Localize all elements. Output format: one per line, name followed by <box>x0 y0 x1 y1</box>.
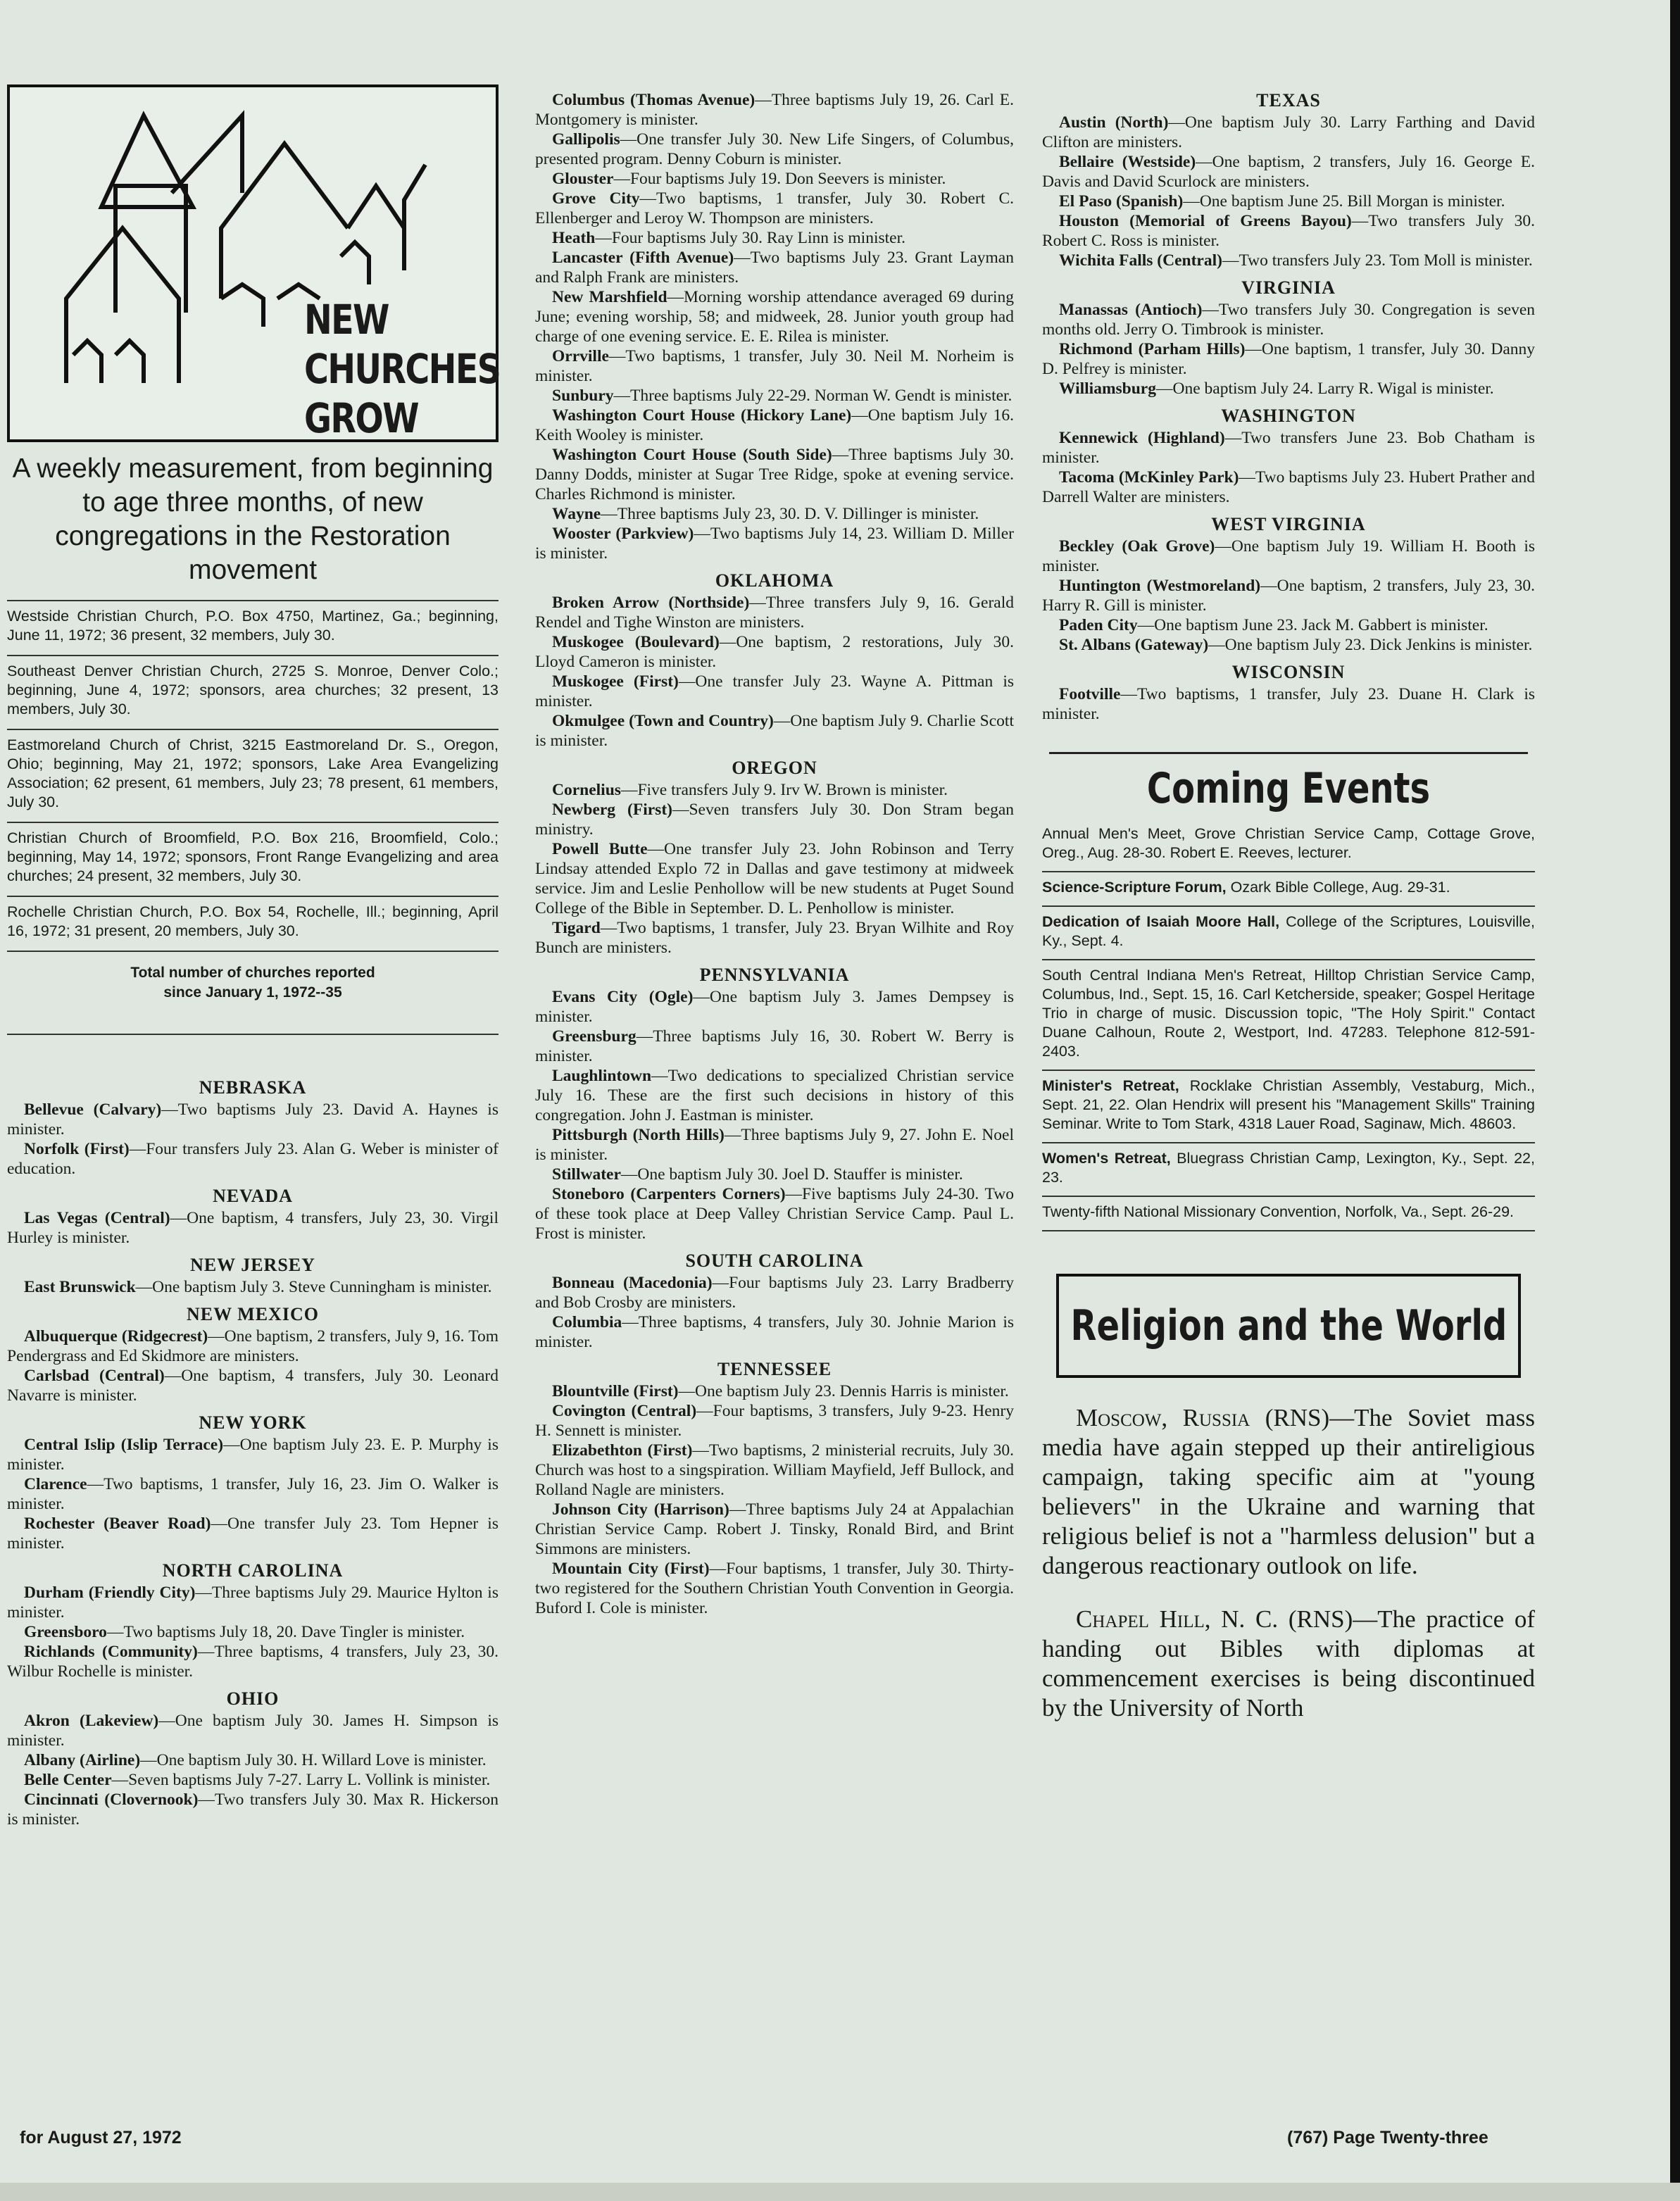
church-report <box>1042 537 1535 576</box>
church-name: Okmulgee (Town and Country) <box>552 712 774 730</box>
church-report <box>535 346 1014 386</box>
religion-world-news <box>1042 1403 1535 1723</box>
church-name: East Brunswick <box>24 1278 136 1296</box>
church-name: Orrville <box>552 347 609 365</box>
church-name: Carlsbad (Central) <box>24 1367 165 1385</box>
report-text: —Two baptisms, 1 transfer, July 23. Duane H. Clark is minister. <box>1042 685 1535 723</box>
church-report <box>1042 576 1535 615</box>
report-text: —One baptism July 23. E. P. Murphy is minister. <box>7 1436 499 1474</box>
church-report <box>535 711 1014 751</box>
report-text: —Two transfers June 23. Bob Chatham is minister. <box>1042 429 1535 467</box>
church-name: Stillwater <box>552 1165 621 1184</box>
church-name: Williamsburg <box>1059 380 1156 398</box>
report-text: —One baptism July 19. William H. Booth is minister. <box>1042 537 1535 575</box>
church-name: Norfolk (First) <box>24 1140 130 1158</box>
report-text: —One baptism July 30. James H. Simpson is minister. <box>7 1712 499 1750</box>
report-text: —Two baptisms July 23. Hubert Prather and Darrell Walter are ministers. <box>1042 468 1535 506</box>
report-text: —Two transfers July 30. Max R. Hickerson is minister. <box>7 1791 499 1829</box>
church-report <box>535 1401 1014 1441</box>
church-report <box>535 386 1014 406</box>
event-name: Science-Scripture Forum, <box>1042 879 1227 896</box>
report-text: —Three baptisms, 4 transfers, July 30. Johnie Marion is minister. <box>535 1313 1014 1351</box>
church-report <box>7 1790 499 1829</box>
total-line-2: since January 1, 1972--35 <box>163 984 342 1001</box>
church-report <box>7 1583 499 1622</box>
church-name: Cincinnati (Clovernook) <box>24 1791 199 1809</box>
new-church-entry: Southeast Denver Christian Church, 2725 S. Monroe, Denver Colo.; beginning, June 4, 1972; sponsors, area churches; 32 present, 13 members, July 30. <box>7 655 499 729</box>
church-name: Greensburg <box>552 1027 637 1046</box>
news-text: —The Soviet mass media have again stepped up their antireligious campaign, taking specific aim at "young believers" in the Ukraine and warning that religious belief is not a "harmless delusion" but a dangerous reactionary outlook on life. <box>1042 1404 1535 1579</box>
report-text: —One transfer July 23. John Robinson and Terry Lindsay attended Explo 72 in Dallas and gave testimony at midweek service. Jim and Leslie Penhollow will be new students at Puget Sound College of the Bible in September. D. L. Penhollow is minister. <box>535 840 1014 917</box>
report-text: —Three baptisms July 22-29. Norman W. Gendt is minister. <box>613 387 1013 405</box>
church-report <box>535 1027 1014 1066</box>
church-report <box>1042 428 1535 468</box>
church-report <box>1042 468 1535 507</box>
church-report <box>535 1381 1014 1401</box>
report-text: —Morning worship attendance averaged 69 during June; evening worship, 58; and midweek, 28. Junior youth group had charge of one evening service. E. E. Rilea is minister. <box>535 288 1014 346</box>
event-details: Twenty-fifth National Missionary Convention, Norfolk, Va., Sept. 26-29. <box>1042 1203 1514 1220</box>
report-text: —One baptism July 23. Dick Jenkins is minister. <box>1208 636 1533 654</box>
report-text: —One baptism, 2 transfers, July 9, 16. Tom Pendergrass and Ed Skidmore are ministers. <box>7 1327 499 1365</box>
event-name: Minister's Retreat, <box>1042 1077 1179 1094</box>
report-text: —Seven baptisms July 7-27. Larry L. Vollink is minister. <box>111 1771 491 1789</box>
state-heading: NEW YORK <box>199 1412 307 1433</box>
report-text: —One baptism, 2 transfers, July 23, 30. Harry R. Gill is minister. <box>1042 577 1535 615</box>
church-name: New Marshfield <box>552 288 667 306</box>
report-text: —Three baptisms July 9, 27. John E. Noel is minister. <box>535 1126 1014 1164</box>
state-heading: WISCONSIN <box>1231 662 1346 682</box>
church-name: Albuquerque (Ridgecrest) <box>24 1327 208 1346</box>
church-report <box>7 1770 499 1790</box>
state-heading: WASHINGTON <box>1221 406 1356 426</box>
event-details: Bluegrass Christian Camp, Lexington, Ky., Sept. 22, 23. <box>1042 1150 1535 1186</box>
state-heading: SOUTH CAROLINA <box>685 1250 864 1271</box>
church-name: Footville <box>1059 685 1121 703</box>
event-name: Women's Retreat, <box>1042 1150 1171 1167</box>
church-name: Richlands (Community) <box>24 1643 198 1661</box>
church-name: Albany (Airline) <box>24 1751 141 1769</box>
event-entry <box>1042 960 1535 1071</box>
state-heading: OREGON <box>732 758 817 778</box>
report-text: —One baptism, 4 transfers, July 30. Leonard Navarre is minister. <box>7 1367 499 1405</box>
church-name: Columbia <box>552 1313 622 1331</box>
church-report <box>1042 635 1535 655</box>
report-text: —Four baptisms July 30. Ray Linn is minister. <box>595 229 905 247</box>
church-name: Covington (Central) <box>552 1402 697 1420</box>
page-edge <box>1670 0 1680 2201</box>
church-name: Elizabethton (First) <box>552 1441 693 1460</box>
church-name: El Paso (Spanish) <box>1059 192 1184 211</box>
church-report <box>7 1750 499 1770</box>
church-report <box>1042 379 1535 399</box>
church-report <box>535 1165 1014 1184</box>
church-report <box>535 593 1014 632</box>
report-text: —Four baptisms, 3 transfers, July 9-23. Henry H. Sennett is minister. <box>535 1402 1015 1440</box>
church-report <box>1042 152 1535 192</box>
church-name: Wichita Falls (Central) <box>1059 251 1222 270</box>
page-bottom-edge <box>0 2183 1680 2201</box>
church-report <box>7 1100 499 1139</box>
church-report <box>535 189 1014 228</box>
church-report <box>7 1435 499 1474</box>
religion-world-title: Religion and the World <box>1070 1301 1507 1350</box>
report-text: —Three baptisms July 16, 30. Robert W. Berry is minister. <box>535 1027 1014 1065</box>
church-report <box>535 1125 1014 1165</box>
report-text: —One transfer July 23. Tom Hepner is minister. <box>7 1515 499 1553</box>
church-name: Heath <box>552 229 596 247</box>
church-name: Gallipolis <box>552 130 620 149</box>
state-reports-col1 <box>7 1077 499 1829</box>
report-text: —Two baptisms July 18, 20. Dave Tingler is minister. <box>106 1623 465 1641</box>
event-details: Annual Men's Meet, Grove Christian Service Camp, Cottage Grove, Oreg., Aug. 28-30. Robert E. Reeves, lecturer. <box>1042 825 1535 861</box>
news-paragraph <box>1042 1403 1535 1581</box>
report-text: —Two baptisms July 23. David A. Haynes is minister. <box>7 1100 499 1139</box>
event-entry <box>1042 872 1535 907</box>
report-text: —Three transfers July 9, 16. Gerald Rendel and Tighe Winston are ministers. <box>535 594 1014 632</box>
church-report <box>535 1559 1014 1618</box>
church-report <box>535 918 1014 958</box>
church-report <box>535 672 1014 711</box>
church-report <box>7 1711 499 1750</box>
state-heading: TEXAS <box>1256 90 1321 111</box>
report-text: —Four baptisms, 1 transfer, July 30. Thirty-two registered for the Southern Christian Youth Convention in Georgia. Buford I. Cole is minister. <box>535 1560 1014 1617</box>
church-name: Cornelius <box>552 781 621 799</box>
church-report <box>535 406 1014 445</box>
church-report <box>7 1622 499 1642</box>
state-heading: NEBRASKA <box>199 1077 307 1098</box>
state-reports-col3 <box>1042 90 1535 724</box>
report-text: —Three baptisms, 4 transfers, July 23, 30. Wilbur Rochelle is minister. <box>7 1643 499 1681</box>
report-text: —Two dedications to specialized Christian service July 16. These are the first such decisions in history of this congregation. John J. Eastman is minister. <box>535 1067 1014 1124</box>
church-report <box>535 248 1014 287</box>
state-heading: NEW MEXICO <box>187 1304 319 1324</box>
tagline: A weekly measurement, from beginning to age three months, of new congregations in the Restoration movement <box>12 453 494 585</box>
state-heading: NEVADA <box>213 1186 293 1206</box>
report-text: —Three baptisms July 24 at Appalachian Christian Service Camp. Robert J. Tinsky, Ronald Bird, and Brint Simmons are ministers. <box>535 1500 1015 1558</box>
church-name: Stoneboro (Carpenters Corners) <box>552 1185 786 1203</box>
report-text: —One baptism July 23. Dennis Harris is minister. <box>678 1382 1009 1400</box>
church-name: Laughlintown <box>552 1067 652 1085</box>
report-text: —One baptism July 16. Keith Wooley is minister. <box>535 406 1014 444</box>
church-name: Bonneau (Macedonia) <box>552 1274 713 1292</box>
church-name: Tacoma (McKinley Park) <box>1059 468 1239 487</box>
news-dateline: Chapel Hill, N. C. (RNS) <box>1076 1605 1353 1633</box>
report-text: —Two baptisms, 1 transfer, July 23. Bryan Wilhite and Roy Bunch are ministers. <box>535 919 1014 957</box>
church-report <box>7 1366 499 1405</box>
report-text: —Two baptisms, 1 transfer, July 30. Neil M. Norheim is minister. <box>535 347 1014 385</box>
church-name: Central Islip (Islip Terrace) <box>24 1436 224 1454</box>
report-text: —Two transfers July 23. Tom Moll is minister. <box>1222 251 1533 270</box>
church-report <box>535 1500 1014 1559</box>
church-name: Durham (Friendly City) <box>24 1584 196 1602</box>
report-text: —Two transfers July 30. Robert C. Ross is minister. <box>1042 212 1535 250</box>
church-name: Newberg (First) <box>552 801 672 819</box>
church-report <box>7 1208 499 1248</box>
religion-world-header <box>1056 1274 1521 1378</box>
church-name: Columbus (Thomas Avenue) <box>552 91 756 109</box>
church-report <box>535 228 1014 248</box>
report-text: —One baptism June 23. Jack M. Gabbert is minister. <box>1137 616 1488 634</box>
church-name: Mountain City (First) <box>552 1560 710 1578</box>
church-name: Tigard <box>552 919 601 937</box>
coming-events-list <box>1042 819 1535 1231</box>
event-entry <box>1042 1197 1535 1231</box>
new-churches-list <box>7 600 499 951</box>
report-text: —Three baptisms July 19, 26. Carl E. Montgomery is minister. <box>535 91 1014 129</box>
report-text: —Two baptisms, 2 ministerial recruits, July 30. Church was host to a singspiration. William Mayfield, Jeff Bullock, and Rolland Nagle are ministers. <box>535 1441 1015 1499</box>
church-name: Glouster <box>552 170 614 188</box>
church-report <box>535 287 1014 346</box>
report-text: —One baptism, 2 transfers, July 16. George E. Davis and David Scurlock are ministers. <box>1042 153 1536 191</box>
report-text: —One baptism July 3. James Dempsey is minister. <box>535 988 1014 1026</box>
report-text: —One transfer July 23. Wayne A. Pittman is minister. <box>535 672 1014 710</box>
church-name: Grove City <box>552 189 640 208</box>
church-name: Belle Center <box>24 1771 112 1789</box>
column-middle <box>535 90 1014 1618</box>
church-name: Wooster (Parkview) <box>552 525 694 543</box>
church-name: Evans City (Ogle) <box>552 988 694 1006</box>
church-report <box>535 445 1014 504</box>
church-name: Akron (Lakeview) <box>24 1712 159 1730</box>
church-name: Houston (Memorial of Greens Bayou) <box>1059 212 1352 230</box>
report-text: —Two baptisms, 1 transfer, July 16, 23. Jim O. Walker is minister. <box>7 1475 499 1513</box>
divider <box>1049 752 1528 754</box>
event-details: Ozark Bible College, Aug. 29-31. <box>1226 879 1450 896</box>
church-report <box>535 1273 1014 1312</box>
report-text: —One baptism, 4 transfers, July 23, 30. Virgil Hurley is minister. <box>7 1209 499 1247</box>
church-report <box>1042 684 1535 724</box>
report-text: —Five transfers July 9. Irv W. Brown is minister. <box>620 781 948 799</box>
church-name: Paden City <box>1059 616 1138 634</box>
church-name: Austin (North) <box>1059 113 1169 132</box>
report-text: —One baptism, 1 transfer, July 30. Danny D. Pelfrey is minister. <box>1042 340 1536 378</box>
church-report <box>535 524 1014 563</box>
event-entry <box>1042 1071 1535 1143</box>
report-text: —Three baptisms July 29. Maurice Hylton is minister. <box>7 1584 499 1622</box>
news-dateline: Moscow, Russia (RNS) <box>1076 1404 1330 1431</box>
footer-page-number: (767) Page Twenty-three <box>1287 2128 1488 2147</box>
church-name: Bellaire (Westside) <box>1059 153 1196 171</box>
church-report <box>1042 339 1535 379</box>
report-text: —One baptism July 9. Charlie Scott is minister. <box>535 712 1014 750</box>
church-report <box>7 1327 499 1366</box>
report-text: —Three baptisms July 30. Danny Dodds, minister at Sugar Tree Ridge, spoke at evening service. Charles Richmond is minister. <box>535 446 1015 503</box>
news-text: —The practice of handing out Bibles with diplomas at commencement exercises is being discontinued by the University of North <box>1042 1605 1536 1722</box>
church-name: Washington Court House (Hickory Lane) <box>552 406 852 425</box>
report-text: —Four transfers July 23. Alan G. Weber is minister of education. <box>7 1140 499 1178</box>
report-text: —One baptism June 25. Bill Morgan is minister. <box>1183 192 1505 211</box>
logo-word-churches: CHURCHES <box>304 345 501 393</box>
church-report <box>1042 113 1535 152</box>
church-name: Johnson City (Harrison) <box>552 1500 729 1519</box>
church-report <box>7 1642 499 1681</box>
church-report <box>535 1312 1014 1352</box>
coming-events-title: Coming Events <box>1146 764 1431 813</box>
event-entry <box>1042 1143 1535 1197</box>
state-heading: OKLAHOMA <box>715 570 834 591</box>
church-name: Wayne <box>552 505 601 523</box>
report-text: —Two baptisms July 14, 23. William D. Miller is minister. <box>535 525 1014 563</box>
church-name: Broken Arrow (Northside) <box>552 594 750 612</box>
church-name: Beckley (Oak Grove) <box>1059 537 1215 556</box>
column-right <box>1042 83 1535 1747</box>
footer-date: for August 27, 1972 <box>20 2128 182 2147</box>
church-report <box>1042 192 1535 211</box>
church-name: Lancaster (Fifth Avenue) <box>552 249 734 267</box>
report-text: —Two transfers July 30. Congregation is seven months old. Jerry O. Timbrook is minister. <box>1042 301 1535 339</box>
church-name: Clarence <box>24 1475 87 1493</box>
news-paragraph <box>1042 1605 1535 1723</box>
church-name: Greensboro <box>24 1623 107 1641</box>
church-report <box>535 1184 1014 1243</box>
state-heading: TENNESSEE <box>717 1359 832 1379</box>
event-name: Dedication of Isaiah Moore Hall, <box>1042 913 1280 930</box>
church-report <box>7 1139 499 1179</box>
church-name: Las Vegas (Central) <box>24 1209 170 1227</box>
report-text: —One baptism July 24. Larry R. Wigal is minister. <box>1155 380 1494 398</box>
church-name: St. Albans (Gateway) <box>1059 636 1209 654</box>
church-report <box>535 780 1014 800</box>
church-name: Pittsburgh (North Hills) <box>552 1126 725 1144</box>
report-text: —Three baptisms July 23, 30. D. V. Dillinger is minister. <box>601 505 979 523</box>
event-details: College of the Scriptures, Louisville, Ky., Sept. 4. <box>1042 913 1535 949</box>
church-name: Blountville (First) <box>552 1382 679 1400</box>
church-name: Muskogee (First) <box>552 672 679 691</box>
event-entry <box>1042 819 1535 872</box>
church-report <box>535 987 1014 1027</box>
church-report <box>7 1514 499 1553</box>
report-text: —One baptism July 30. Larry Farthing and David Clifton are ministers. <box>1042 113 1535 151</box>
church-name: Manassas (Antioch) <box>1059 301 1203 319</box>
church-name: Washington Court House (South Side) <box>552 446 832 464</box>
report-text: —Seven transfers July 30. Don Stram began ministry. <box>535 801 1014 839</box>
church-name: Kennewick (Highland) <box>1059 429 1225 447</box>
report-text: —One baptism, 2 restorations, July 30. Lloyd Cameron is minister. <box>535 633 1014 671</box>
church-report <box>7 1474 499 1514</box>
report-text: —One baptism July 30. Joel D. Stauffer is minister. <box>620 1165 963 1184</box>
church-report <box>1042 211 1535 251</box>
state-reports-col2 <box>535 90 1014 1618</box>
report-text: —Five baptisms July 24-30. Two of these took place at Deep Valley Christian Service Camp. Paul L. Frost is minister. <box>535 1185 1014 1243</box>
church-name: Huntington (Westmoreland) <box>1059 577 1261 595</box>
church-report <box>535 800 1014 839</box>
church-report <box>535 1441 1014 1500</box>
church-report <box>1042 300 1535 339</box>
church-report <box>535 839 1014 918</box>
new-church-entry: Westside Christian Church, P.O. Box 4750, Martinez, Ga.; beginning, June 11, 1972; 36 present, 32 members, July 30. <box>7 600 499 655</box>
event-details: Rocklake Christian Assembly, Vestaburg, Mich., Sept. 21, 22. Olan Hendrix will present his "Management Skills" Training Seminar. Write to Tom Stark, 4318 Lauer Road, Saginaw, Mich. 48603. <box>1042 1077 1535 1132</box>
state-heading: WEST VIRGINIA <box>1211 514 1366 534</box>
church-report <box>535 130 1014 169</box>
church-report <box>535 169 1014 189</box>
state-heading: NEW JERSEY <box>190 1255 315 1275</box>
church-name: Muskogee (Boulevard) <box>552 633 720 651</box>
church-report <box>535 90 1014 130</box>
new-church-entry: Eastmoreland Church of Christ, 3215 Eastmoreland Dr. S., Oregon, Ohio; beginning, May 21, 1972; sponsors, Lake Area Evangelizing Association; 62 present, 61 members, July 23; 78 present, 61 members, July 30. <box>7 729 499 822</box>
new-church-entry: Christian Church of Broomfield, P.O. Box 216, Broomfield, Colo.; beginning, May 14, 1972; sponsors, Front Range Evangelizing and area churches; 24 present, 32 members, July 30. <box>7 822 499 896</box>
church-name: Powell Butte <box>552 840 648 858</box>
state-heading: VIRGINIA <box>1241 277 1336 298</box>
state-heading: OHIO <box>226 1688 280 1709</box>
new-churches-grow-logo <box>7 84 499 442</box>
church-report <box>535 504 1014 524</box>
church-report <box>535 1066 1014 1125</box>
event-entry <box>1042 907 1535 960</box>
state-heading: PENNSYLVANIA <box>699 965 850 985</box>
report-text: —Four baptisms July 23. Larry Bradberry and Bob Crosby are ministers. <box>535 1274 1014 1312</box>
church-report <box>7 1277 499 1297</box>
report-text: —Two baptisms July 23. Grant Layman and Ralph Frank are ministers. <box>535 249 1014 287</box>
report-text: —One transfer July 30. New Life Singers, of Columbus, presented program. Denny Coburn is minister. <box>535 130 1014 168</box>
church-name: Rochester (Beaver Road) <box>24 1515 211 1533</box>
total-churches-note <box>7 951 499 1035</box>
new-church-entry: Rochelle Christian Church, P.O. Box 54, Rochelle, Ill.; beginning, April 16, 1972; 31 present, 20 members, July 30. <box>7 896 499 951</box>
church-name: Bellevue (Calvary) <box>24 1100 162 1119</box>
logo-word-new: NEW <box>304 296 389 344</box>
church-report <box>1042 251 1535 270</box>
church-report <box>1042 615 1535 635</box>
total-line-1: Total number of churches reported <box>130 965 375 981</box>
report-text: —Two baptisms, 1 transfer, July 30. Robert C. Ellenberger and Leroy W. Thompson are ministers. <box>535 189 1015 227</box>
state-heading: NORTH CAROLINA <box>162 1560 344 1581</box>
report-text: —One baptism July 30. H. Willard Love is minister. <box>140 1751 487 1769</box>
church-name: Sunbury <box>552 387 614 405</box>
logo-word-grow: GROW <box>304 394 419 442</box>
church-report <box>535 632 1014 672</box>
report-text: —Four baptisms July 19. Don Seevers is minister. <box>613 170 946 188</box>
event-details: South Central Indiana Men's Retreat, Hilltop Christian Service Camp, Columbus, Ind., Sept. 15, 16. Carl Ketcherside, speaker; Gospel Heritage Trio in charge of music. Discussion topic, "The Holy Spirit." Contact Duane Calhoun, Route 2, Westport, Ind. 47283. Telephone 812-591-2403. <box>1042 967 1535 1060</box>
report-text: —One baptism July 3. Steve Cunningham is minister. <box>135 1278 492 1296</box>
column-left <box>7 84 499 1829</box>
church-name: Richmond (Parham Hills) <box>1059 340 1246 358</box>
